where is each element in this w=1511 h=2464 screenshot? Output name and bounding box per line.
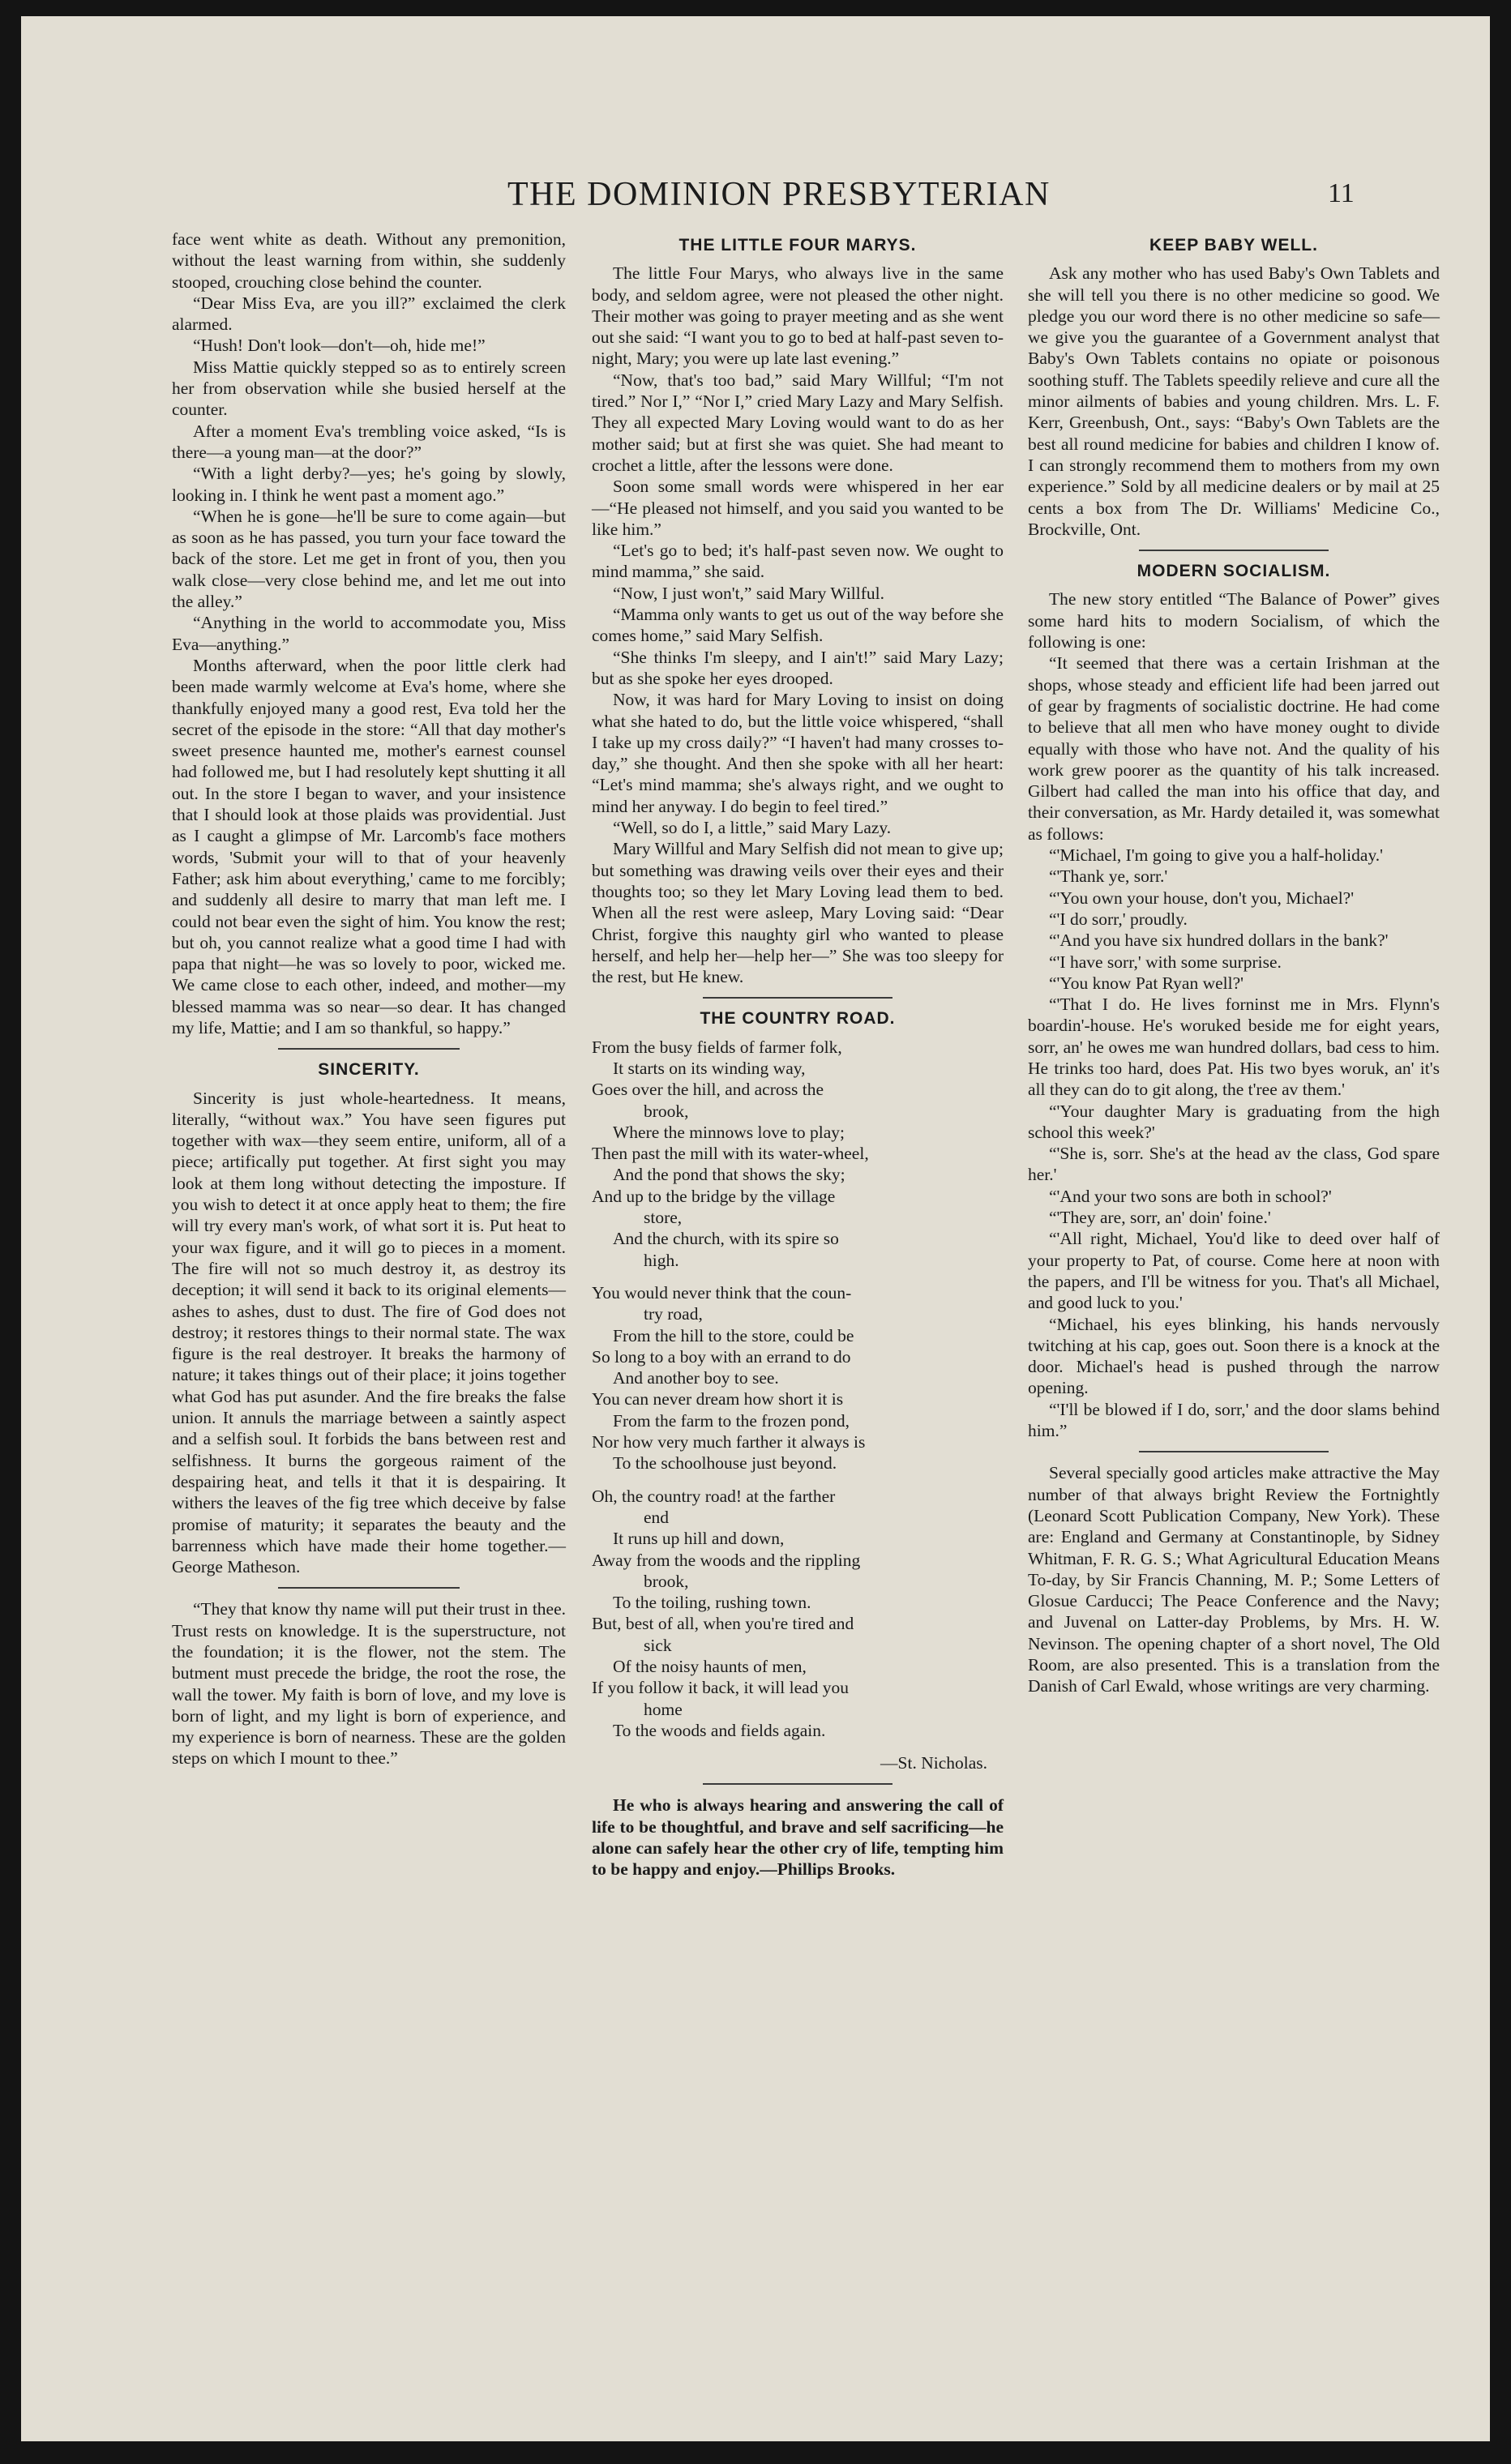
section-divider — [1139, 550, 1329, 551]
poem-line: store, — [644, 1208, 683, 1228]
section-divider — [1139, 1451, 1329, 1452]
page-number: 11 — [1328, 178, 1355, 208]
poem-line: And up to the bridge by the village — [592, 1186, 836, 1206]
poem-line: home — [644, 1699, 683, 1719]
poem-stanza — [592, 1282, 1004, 1474]
poem-line: Goes over the hill, and across the — [592, 1080, 824, 1100]
story-paragraph: face went white as death. Without any premonition, without the least warning from within, she suddenly stooped, crouching close behind the counter. — [172, 229, 566, 292]
story-paragraph: “Anything in the world to accommodate you, Miss Eva—anything.” — [172, 613, 566, 654]
socialism-paragraph: “'You own your house, don't you, Michael?' — [1049, 888, 1355, 908]
marys-heading: THE LITTLE FOUR MARYS. — [678, 236, 917, 255]
story-paragraph: “Dear Miss Eva, are you ill?” exclaimed the clerk alarmed. — [172, 293, 566, 335]
poem-attribution: —St. Nicholas. — [880, 1753, 987, 1773]
poem-line: try road, — [644, 1304, 703, 1324]
poem-line: And the church, with its spire so — [613, 1229, 839, 1249]
column-left — [172, 229, 566, 1769]
socialism-paragraph: “'And you have six hundred dollars in the bank?' — [1049, 930, 1389, 951]
socialism-paragraph: “'Michael, I'm going to give you a half-holiday.' — [1049, 845, 1384, 866]
poem-line: You can never dream how short it is — [592, 1389, 844, 1410]
story-paragraph: “With a light derby?—yes; he's going by slowly, looking in. I think he went past a moment ago.” — [172, 464, 566, 505]
poem-line: You would never think that the coun- — [592, 1282, 852, 1303]
column-middle — [592, 229, 1004, 1880]
poem-line: Of the noisy haunts of men, — [613, 1657, 807, 1676]
trust-article: “They that know thy name will put their trust in thee. Trust rests on knowledge. It is the superstructure, not the foundation; it is the flower, not the stem. The butment must precede the bridge, the root the rose, the wall the tower. My faith is born of love, and my love is born of light, and my light is born of experience, and my experience is born of nearness. These are the golden steps on which I mount to thee.” — [172, 1599, 566, 1769]
poem-line: Where the minnows love to play; — [613, 1122, 845, 1142]
socialism-paragraph: “'That I do. He lives forninst me in Mrs. Flynn's boardin'-house. He's woruked beside me for eight years, sorr, an' he owes me wan hundred dollars, bad cess to him. He trinks too hard, does Pat. His two byes woruk, an' it's all they can do to git along, the t'ree av them.' — [1028, 995, 1440, 1100]
story-paragraph: Months afterward, when the poor little clerk had been made warmly welcome at Eva's home, where she thankfully enjoyed many a good rest, Eva told her the secret of the episode in the store: “All that day mother's sweet presence haunted me, mother's earnest counsel had followed me, but I had resolutely kept shutting it all out. In the store I began to waver, and your insistence that I should look at those plaids was providential. Just as I caught a glimpse of Mr. Larcomb's face mothers words, 'Submit your will to that of your heavenly Father; ask him about everything,' came to me forcibly; and suddenly all desire to marry that man left me. I could not bear even the sight of him. You know the rest; but oh, you cannot realize what a good time I had with papa that night—he was so lovely to poor, wicked me. We came close to each other, indeed, and mother—my blessed mamma was so near—so dear. It has changed my life, Mattie; and I am so thankful, so happy.” — [172, 655, 566, 1037]
socialism-paragraph: “'She is, sorr. She's at the head av the class, God spare her.' — [1028, 1144, 1440, 1185]
poem-line: brook, — [644, 1101, 689, 1121]
section-divider — [703, 997, 892, 999]
marys-paragraph: “Mamma only wants to get us out of the way before she comes home,” said Mary Selfish. — [592, 605, 1004, 646]
socialism-paragraph: “'I have sorr,' with some surprise. — [1049, 952, 1282, 972]
marys-paragraph: Now, it was hard for Mary Loving to insist on doing what she hated to do, but the little voice whispered, “shall I take up my cross daily?” “I haven't had many crosses to-day,” she thought. And then she spoke with all her heart: “Let's mind mamma; she's always right, and we ought to mind her anyway. I do begin to feel tired.” — [592, 690, 1004, 816]
marys-paragraph: “Let's go to bed; it's half-past seven now. We ought to mind mamma,” she said. — [592, 541, 1004, 582]
poem-line: But, best of all, when you're tired and — [592, 1614, 854, 1634]
poem-line: Oh, the country road! at the farther — [592, 1486, 836, 1506]
poem-stanza — [592, 1037, 1004, 1271]
socialism-paragraph: “Michael, his eyes blinking, his hands nervously twitching at his cap, goes out. Soon there is a knock at the door. Michael's head is pushed through the narrow opening. — [1028, 1314, 1440, 1398]
story-paragraph: Miss Mattie quickly stepped so as to entirely screen her from observation while she busied herself at the counter. — [172, 357, 566, 420]
story-paragraph: “When he is gone—he'll be sure to come again—but as soon as he has passed, you turn your face toward the back of the store. Let me get in front of you, then you walk close—very close behind me, and let me out into the alley.” — [172, 506, 566, 612]
page-header — [21, 175, 1490, 232]
poem-line: high. — [644, 1250, 679, 1270]
baby-well-heading: KEEP BABY WELL. — [1149, 236, 1318, 255]
poem-line: So long to a boy with an errand to do — [592, 1346, 851, 1367]
poem-line: It runs up hill and down, — [613, 1529, 785, 1549]
socialism-paragraph: “It seemed that there was a certain Irishman at the shops, whose steady and efficient life had been jarred out of gear by fragments of socialistic doctrine. He had come to believe that all men who have money ought to divide equally with those who have not. And the quality of his work grew poorer as the quantity of his talk increased. Gilbert had called the man into his office that day, and their conversation, as Mr. Hardy detailed it, was somewhat as follows: — [1028, 653, 1440, 844]
socialism-paragraph: “'Your daughter Mary is graduating from the high school this week?' — [1028, 1101, 1440, 1142]
poem-line: Away from the woods and the rippling — [592, 1550, 861, 1570]
poem-line: To the toiling, rushing town. — [613, 1593, 811, 1613]
poem-line: To the woods and fields again. — [613, 1720, 826, 1740]
poem-line: From the busy fields of farmer folk, — [592, 1037, 842, 1057]
marys-paragraph: “Well, so do I, a little,” said Mary Lazy. — [613, 818, 892, 838]
sincerity-article: Sincerity is just whole-heartedness. It means, literally, “without wax.” You have seen figures put together with wax—they seem entire, uniform, all of a piece; artifically put together. At first sight you may look at them long without detecting the imposture. If you wish to detect it at once apply heat to them; the fire will try every man's work, of what sort it is. Put heat to your wax figure, and it will go to pieces in a moment. The fire will not so much destroy it, as destroy its deception; it will send it back to its original elements—ashes to ashes, dust to dust. The fire of God does not destroy; it restores things to their normal state. The wax figure is the real destroyer. It breaks the harmony of nature; it takes things out of their place; it joins together what God has put asunder. And the fire breaks the false union. It annuls the marriage between a saintly aspect and a selfish soul. It forbids the bans between rest and selfishness. It burns the gorgeous raiment of the despairing heat, and tells it that it is despairing. It withers the leaves of the fig tree which deceive by false promise of maturity; it separates the beauty and the barrenness which have made their home together.—George Matheson. — [172, 1088, 566, 1577]
poem-line: end — [644, 1507, 670, 1527]
poem-line: Nor how very much farther it always is — [592, 1432, 866, 1452]
marys-paragraph: “Now, I just won't,” said Mary Willful. — [613, 583, 885, 603]
marys-paragraph: Soon some small words were whispered in her ear—“He pleased not himself, and you said you wanted to be like him.” — [592, 477, 1004, 539]
marys-paragraph: “Now, that's too bad,” said Mary Willful; “I'm not tired.” Nor I,” “Nor I,” cried Mary Lazy and Mary Selfish. They all expected Mary Loving would want to do as her mother said; but at first she was quiet. She had meant to crochet a little, after the lessons were done. — [592, 370, 1004, 475]
country-road-poem — [592, 1037, 1004, 1742]
poem-line: From the farm to the frozen pond, — [613, 1410, 850, 1431]
socialism-paragraph: The new story entitled “The Balance of Power” gives some hard hits to modern Socialism, of which the following is one: — [1028, 589, 1440, 652]
marys-paragraph: “She thinks I'm sleepy, and I ain't!” said Mary Lazy; but as she spoke her eyes drooped. — [592, 647, 1004, 688]
socialism-article — [1028, 588, 1440, 1441]
socialism-paragraph: “'Thank ye, sorr.' — [1049, 866, 1168, 887]
socialism-paragraph: “'I do sorr,' proudly. — [1049, 909, 1188, 929]
poem-stanza — [592, 1486, 1004, 1742]
poem-line: From the hill to the store, could be — [613, 1325, 854, 1345]
socialism-paragraph: “'And your two sons are both in school?' — [1049, 1186, 1332, 1206]
socialism-heading: MODERN SOCIALISM. — [1136, 562, 1331, 581]
marys-paragraph: Mary Willful and Mary Selfish did not mean to give up; but something was drawing veils over their eyes and their thoughts too; so they let Mary Loving lead them to bed. When all the rest were asleep, Mary Loving said: “Dear Christ, forgive this naughty girl who wanted to please herself, and help her—help her—” She was too sleepy for the rest, but He knew. — [592, 839, 1004, 987]
poem-line: brook, — [644, 1571, 689, 1591]
story-paragraph: After a moment Eva's trembling voice asked, “Is is there—a young man—at the door?” — [172, 421, 566, 462]
section-divider — [278, 1048, 460, 1050]
masthead-title: THE DOMINION PRESBYTERIAN — [507, 176, 1051, 213]
socialism-paragraph: “'They are, sorr, an' doin' foine.' — [1049, 1208, 1271, 1228]
poem-line: To the schoolhouse just beyond. — [613, 1453, 837, 1474]
section-divider — [278, 1587, 460, 1589]
poem-line: If you follow it back, it will lead you — [592, 1678, 850, 1698]
column-right — [1028, 229, 1440, 1697]
socialism-paragraph: “'You know Pat Ryan well?' — [1049, 973, 1243, 993]
country-road-heading: THE COUNTRY ROAD. — [700, 1009, 896, 1029]
brooks-quote: He who is always hearing and answering the call of life to be thoughtful, and brave and self sacrificing—he alone can safely hear the other cry of life, tempting him to be happy and enjoy.—Phillips Brooks. — [592, 1795, 1004, 1880]
fortnightly-review-notice: Several specially good articles make attractive the May number of that always bright Review the Fortnightly (Leonard Scott Publication Company, New York). These are: England and Germany at Constantinople, by Sidney Whitman, F. R. G. S.; What Agricultural Education Means To-day, by Sir Francis Channing, M. P.; Some Letters of Glosue Carducci; The Peace Conference and the Navy; and Juvenal on Latter-day Problems, by Mrs. H. W. Nevinson. The opening chapter of a short novel, The Old Room, are also presented. This is a translation from the Danish of Carl Ewald, whose writings are very charming. — [1028, 1463, 1440, 1696]
marys-paragraph: The little Four Marys, who always live in the same body, and seldom agree, were not pleased the other night. Their mother was going to prayer meeting and as she went out she said: “I want you to go to bed at half-past seven to-night, Mary; you were up late last evening.” — [592, 263, 1004, 369]
story-continuation — [172, 229, 566, 1038]
newspaper-page — [21, 16, 1490, 2441]
section-divider — [703, 1783, 892, 1785]
poem-line: sick — [644, 1635, 672, 1655]
story-paragraph: “Hush! Don't look—don't—oh, hide me!” — [193, 336, 486, 356]
baby-well-advert: Ask any mother who has used Baby's Own Tablets and she will tell you there is no other medicine so good. We pledge you our word there is no other medicine so safe—we give you the guarantee of a Government analyst that Baby's Own Tablets contains no opiate or poisonous soothing stuff. The Tablets speedily relieve and cure all the minor ailments of babies and young children. Mrs. L. F. Kerr, Greenbush, Ont., says: “Baby's Own Tablets are the best all round medicine for babies and children I know of. I can strongly recommend them to mothers from my own experience.” Sold by all medicine dealers or by mail at 25 cents a box from The Dr. Williams' Medicine Co., Brockville, Ont. — [1028, 263, 1440, 539]
poem-line: It starts on its winding way, — [613, 1058, 806, 1078]
poem-line: And another boy to see. — [613, 1368, 779, 1388]
socialism-paragraph: “'I'll be blowed if I do, sorr,' and the door slams behind him.” — [1028, 1399, 1440, 1441]
poem-line: Then past the mill with its water-wheel, — [592, 1144, 869, 1164]
socialism-paragraph: “'All right, Michael, You'd like to deed over half of your property to Pat, of course. Come here at noon with the papers, and I'll be witness for you. That's all Michael, and good luck to you.' — [1028, 1229, 1440, 1313]
poem-line: And the pond that shows the sky; — [613, 1165, 845, 1185]
sincerity-heading: SINCERITY. — [318, 1060, 420, 1080]
marys-article — [592, 263, 1004, 987]
